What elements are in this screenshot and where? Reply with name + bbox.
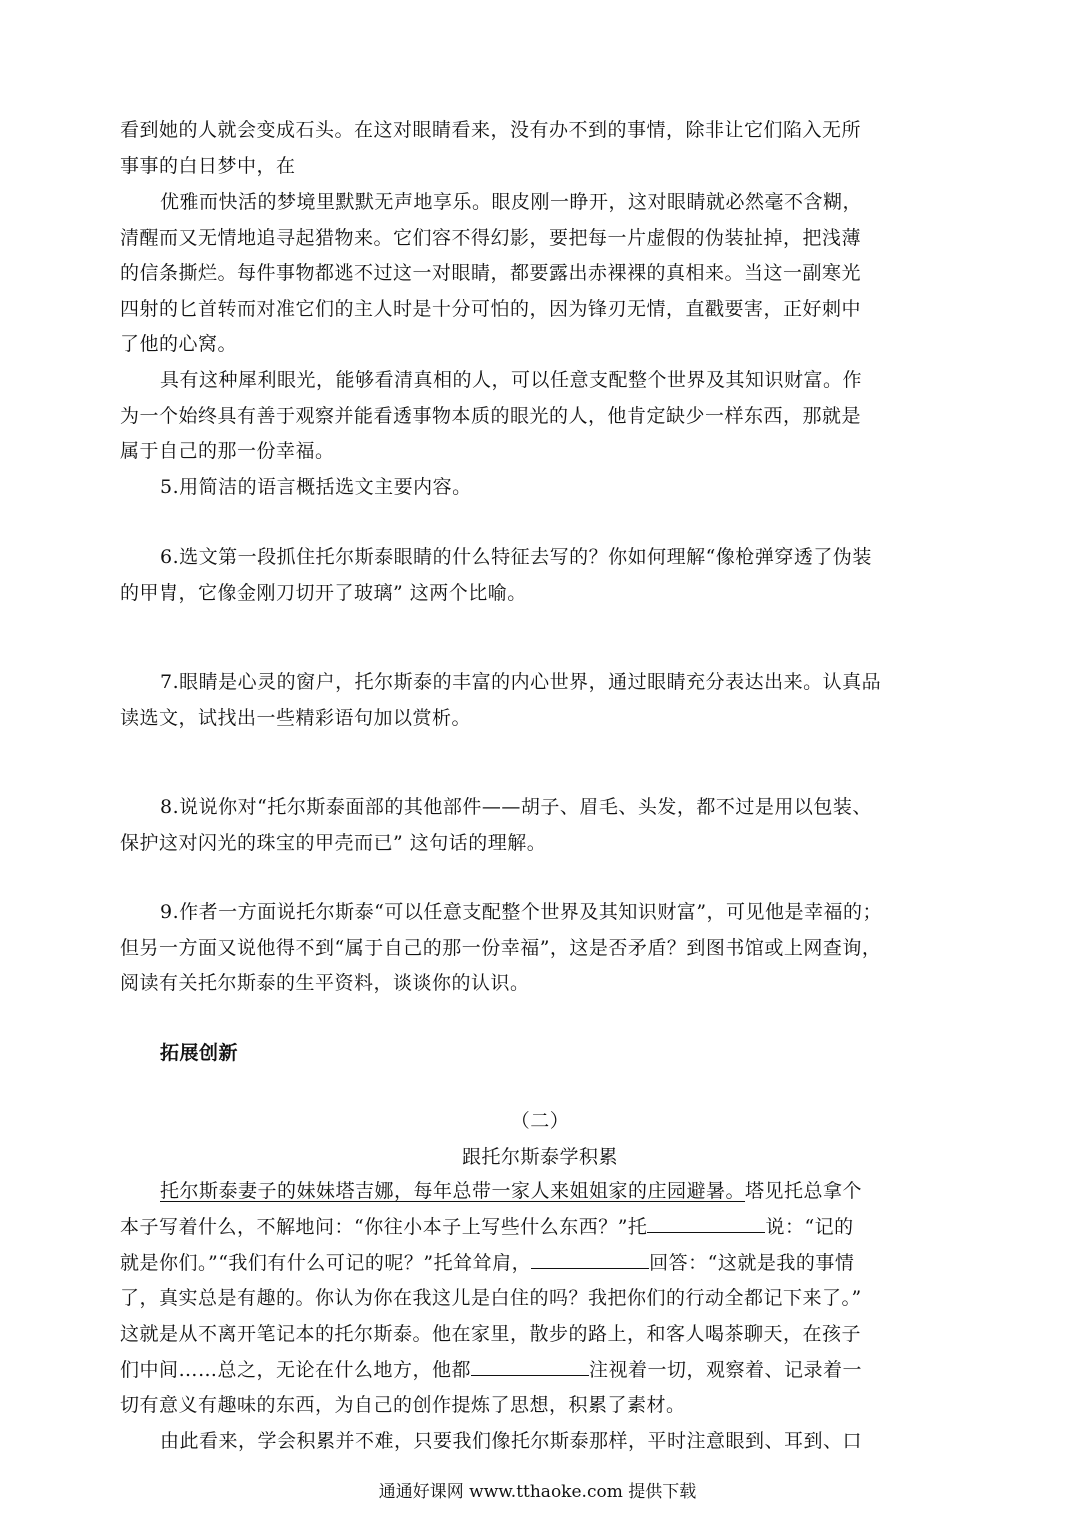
passage-line-10: 属于自己的那一份幸福。 (120, 440, 335, 462)
passage-two-line-3-a: 就是你们。”“我们有什么可记的呢？”托耸耸肩， (120, 1252, 532, 1274)
passage-two-line-6 (120, 1353, 960, 1387)
passage-two-line-6-b: 注视着一切，观察着、记录着一 (589, 1359, 863, 1381)
underlined-sentence: 托尔斯泰妻子的妹妹塔吉娜，每年总带一家人来姐姐家的庄园避暑。 (160, 1180, 746, 1202)
passage-two-line-2 (120, 1210, 960, 1244)
question-7-line-2: 读选文，试找出一些精彩语句加以赏析。 (120, 707, 472, 729)
passage-two-line-1-tail: 塔见托总拿个 (745, 1180, 863, 1202)
passage-two-line-1 (120, 1174, 960, 1208)
passage-two-line-8: 由此看来，学会积累并不难，只要我们像托尔斯泰那样，平时注意眼到、耳到、口 (160, 1430, 863, 1452)
passage-line-2: 事事的白日梦中，在 (120, 155, 296, 177)
passage-two-line-6-a: 们中间……总之，无论在什么地方，他都 (120, 1359, 472, 1381)
question-6-line-1: 6.选文第一段抓住托尔斯泰眼睛的什么特征去写的？你如何理解“像枪弹穿透了伪装 (160, 546, 872, 568)
question-9-line-2: 但另一方面又说他得不到“属于自己的那一份幸福”，这是否矛盾？到图书馆或上网查询， (120, 937, 882, 959)
passage-line-5: 的信条撕烂。每件事物都逃不过这一对眼睛，都要露出赤裸裸的真相来。当这一副寒光 (120, 262, 862, 284)
passage-line-9: 为一个始终具有善于观察并能看透事物本质的眼光的人，他肯定缺少一样东西，那就是 (120, 405, 862, 427)
question-7-line-1: 7.眼睛是心灵的窗户，托尔斯泰的丰富的内心世界，通过眼睛充分表达出来。认真品 (160, 671, 882, 693)
passage-line-4: 清醒而又无情地追寻起猎物来。它们容不得幻影，要把每一片虚假的伪装扯掉，把浅薄 (120, 227, 862, 249)
passage-two-line-3 (120, 1246, 960, 1280)
question-9-line-1: 9.作者一方面说托尔斯泰“可以任意支配整个世界及其知识财富”，可见他是幸福的； (160, 901, 883, 923)
passage-two-line-2-b: 说：“记的 (765, 1216, 854, 1238)
fill-blank-1[interactable] (647, 1212, 765, 1233)
passage-line-7: 了他的心窝。 (120, 333, 238, 355)
section-heading: 拓展创新 (160, 1042, 239, 1064)
page-footer: 通通好课网 www.tthaoke.com 提供下载 (378, 1482, 697, 1502)
passage-line-3: 优雅而快活的梦境里默默无声地享乐。眼皮刚一睁开，这对眼睛就必然毫不含糊， (160, 191, 863, 213)
question-5: 5.用简洁的语言概括选文主要内容。 (160, 476, 472, 498)
question-9-line-3: 阅读有关托尔斯泰的生平资料，谈谈你的认识。 (120, 972, 530, 994)
fill-blank-3[interactable] (471, 1355, 589, 1376)
passage-two-line-7: 切有意义有趣味的东西，为自己的创作提炼了思想，积累了素材。 (120, 1394, 686, 1416)
passage-two-line-5: 这就是从不离开笔记本的托尔斯泰。他在家里，散步的路上，和客人喝茶聊天，在孩子 (120, 1323, 862, 1345)
passage-line-1: 看到她的人就会变成石头。在这对眼睛看来，没有办不到的事情，除非让它们陷入无所 (120, 119, 862, 141)
passage-line-6: 四射的匕首转而对准它们的主人时是十分可怕的，因为锋刃无情，直戳要害，正好刺中 (120, 298, 862, 320)
passage-two-line-3-b: 回答：“这就是我的事情 (649, 1252, 855, 1274)
fill-blank-2[interactable] (531, 1248, 649, 1269)
passage-two-number: （二） (510, 1110, 570, 1132)
passage-two-line-2-a: 本子写着什么，不解地问：“你往小本子上写些什么东西？”托 (120, 1216, 648, 1238)
question-6-line-2: 的甲胄，它像金刚刀切开了玻璃” 这两个比喻。 (120, 582, 527, 604)
passage-two-title: 跟托尔斯泰学积累 (461, 1146, 618, 1168)
question-8-line-2: 保护这对闪光的珠宝的甲壳而已” 这句话的理解。 (120, 832, 547, 854)
passage-two-line-4: 了，真实总是有趣的。你认为你在我这儿是白住的吗？我把你们的行动全都记下来了。” (120, 1287, 862, 1309)
question-8-line-1: 8.说说你对“托尔斯泰面部的其他部件——胡子、眉毛、头发，都不过是用以包装、 (160, 796, 872, 818)
passage-line-8: 具有这种犀利眼光，能够看清真相的人，可以任意支配整个世界及其知识财富。作 (160, 369, 863, 391)
